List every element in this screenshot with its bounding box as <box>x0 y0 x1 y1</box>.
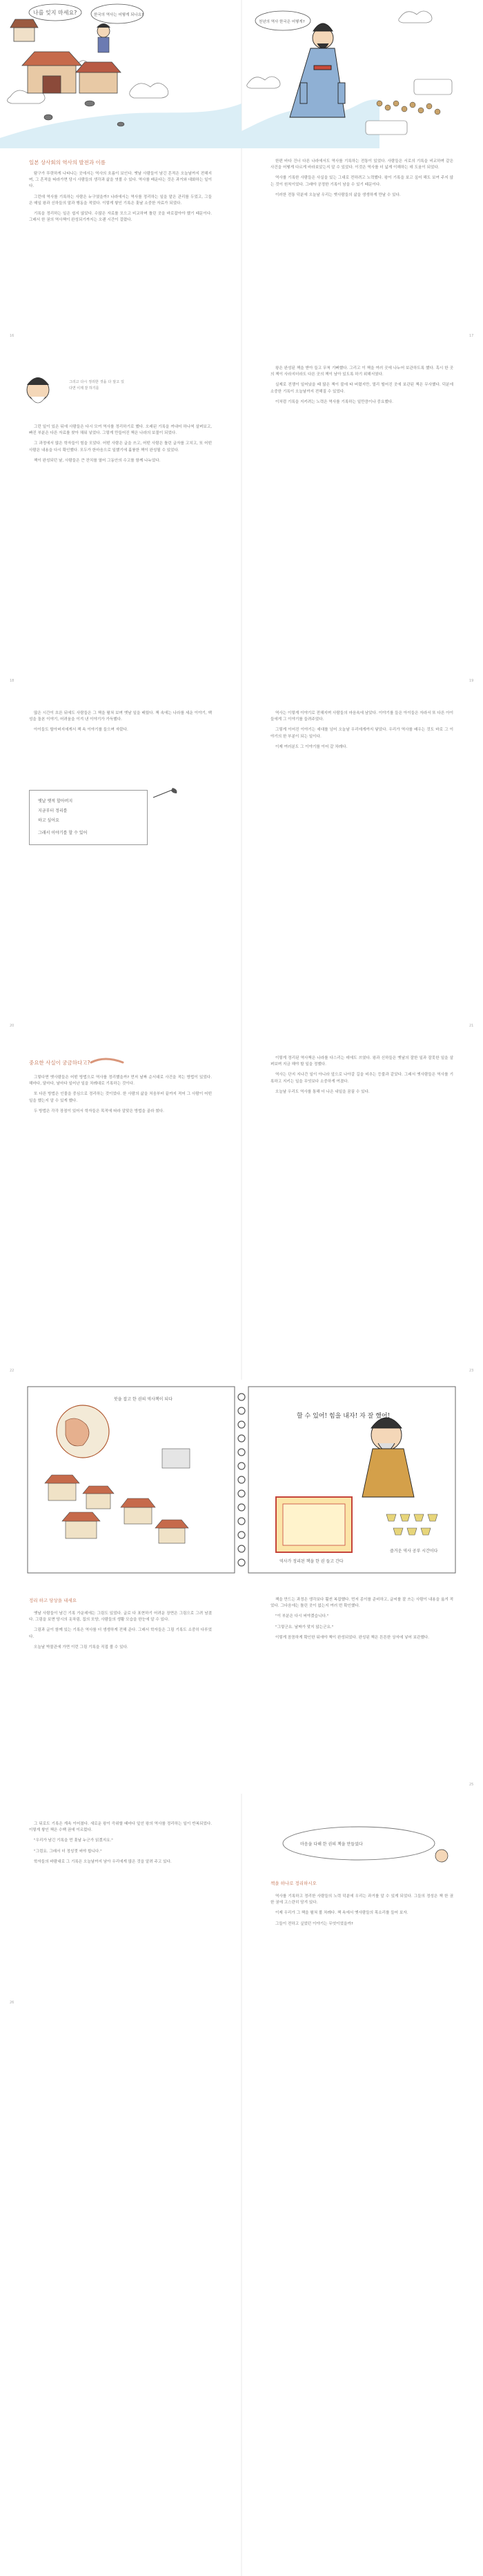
paragraph: 그 뒤로도 기록은 계속 이어졌다. 새로운 왕이 즉위할 때마다 앞선 왕의 역사를 정리하는 일이 반복되었다. 이렇게 쌓인 책은 수백 권에 이르렀다. <box>29 1822 212 1833</box>
paragraph: 역사를 기록한 사람들은 사실을 있는 그대로 전하려고 노력했다. 왕이 기록을 보고 싶어 해도 보여 주지 않는 것이 원칙이었다. 그래야 공정한 기록이 남을 수 있기 때문이다. <box>270 176 453 187</box>
gutter <box>241 1035 242 1380</box>
page-number: 17 <box>469 334 474 338</box>
memo-line: 그래서 이야기를 할 수 있어 <box>38 831 88 835</box>
paragraph: 그렇다면 옛사람들은 어떤 방법으로 역사를 정리했을까? 먼저 날짜 순서대로 사건을 적는 방법이 있었다. 해마다, 달마다, 날마다 일어난 일을 차례대로 기록하는 것이다. <box>29 1076 212 1087</box>
page-number: 22 <box>10 1369 14 1373</box>
spread-3 <box>0 690 483 1035</box>
section-heading-p12: 책을 하나로 정리하시오 <box>270 1881 317 1886</box>
notebook-title-left: 붓을 잡고 한 권의 역사책이 되다 <box>114 1397 172 1402</box>
paragraph: 책을 만드는 과정은 생각보다 훨씬 복잡했다. 먼저 종이를 준비하고, 글씨를 잘 쓰는 사람이 내용을 옮겨 적었다. 그다음에는 틀린 곳이 없는지 여러 번 확인했다. <box>270 1598 453 1609</box>
paragraph: 이렇게 꼼꼼하게 확인한 뒤에야 책이 완성되었다. 완성된 책은 튼튼한 상자에 넣어 보관했다. <box>275 1635 430 1640</box>
body-text-p10 <box>270 1597 453 1645</box>
paragraph: 그렇게 이어진 이야기는 세대를 넘어 오늘날 우리에게까지 닿았다. 우리가 역사를 배우는 것도 바로 그 이야기의 한 부분이 되는 일이다. <box>270 728 453 739</box>
general-illustration <box>241 0 483 148</box>
paragraph: 오늘날 우리도 역사를 통해 더 나은 내일을 꿈꿀 수 있다. <box>275 1089 370 1094</box>
paragraph: "그럼요. 그래서 더 정성껏 써야 합니다." <box>34 1849 102 1854</box>
paragraph: 많은 시간이 흐른 뒤에도 사람들은 그 책을 펼쳐 보며 옛날 일을 배웠다. 책 속에는 나라를 세운 이야기, 백성을 돌본 이야기, 어려움을 이겨 낸 이야기가 가득했다. <box>29 711 212 722</box>
page-number: 16 <box>10 334 14 338</box>
speech-top-left: 나를 잊지 마세요? <box>33 10 77 16</box>
paragraph: 그런 일이 있은 뒤에 사람들은 다시 모여 역사를 정리하기로 했다. 오래된 기록을 꺼내어 하나씩 살펴보고, 빠진 부분은 다른 자료를 찾아 채워 넣었다. 그렇게 만들어진 책은 나라의 보물이 되었다. <box>29 425 212 436</box>
page-number: 18 <box>10 679 14 683</box>
section-heading-p7: 중요한 사실이 궁금하다고? <box>29 1060 90 1066</box>
body-text-p11 <box>29 1821 212 1870</box>
body-text-p4 <box>270 366 453 410</box>
paragraph: "그렇군요. 날짜가 맞지 않는군요." <box>275 1625 334 1629</box>
notebook-caption: 즐거운 역사 공부 시간이다 <box>390 1549 438 1554</box>
spread-1 <box>0 0 483 345</box>
memo-note <box>29 790 148 845</box>
paragraph: 학자들의 바람대로 그 기록은 오늘날까지 남아 우리에게 많은 것을 알려 주고 있다. <box>34 1859 172 1864</box>
paragraph: 탐구가 뚜렷하게 나타나는 곳에서는 역사의 흐름이 보인다. 옛날 사람들이 남긴 흔적은 오늘날까지 전해지며, 그 흔적을 따라가면 당시 사람들의 생각과 삶을 엿볼 수 있다. 역사를 배운다는 것은 과거와 대화하는 일이다. <box>29 172 212 189</box>
brush-icon <box>152 786 179 800</box>
body-text-p5 <box>29 711 212 738</box>
body-text-p12 <box>270 1894 453 1932</box>
gutter <box>241 345 242 690</box>
page-number: 20 <box>10 1024 14 1028</box>
paragraph: 그 과정에서 많은 학자들이 힘을 모았다. 어떤 사람은 글을 쓰고, 어떤 사람은 틀린 글자를 고치고, 또 어떤 사람은 내용을 다시 확인했다. 모두가 한마음으로 일했기에 훌륭한 책이 완성될 수 있었다. <box>29 442 212 453</box>
body-text-p9 <box>29 1611 212 1655</box>
spread-5 <box>0 1380 483 1794</box>
body-text-p2 <box>270 159 453 203</box>
paragraph: 그들이 전하고 싶었던 이야기는 무엇이었을까? <box>275 1921 353 1926</box>
body-text-p3 <box>29 424 212 468</box>
paragraph: 실제로 전쟁이 일어났을 때 많은 책이 불에 타 버렸지만, 멀리 떨어진 곳에 보관된 책은 무사했다. 덕분에 소중한 기록이 오늘날까지 전해질 수 있었다. <box>270 383 453 394</box>
spread-6 <box>0 1794 483 2576</box>
paragraph: 아이들도 할아버지에게서 책 속 이야기를 들으며 자랐다. <box>34 728 128 733</box>
paragraph: 이렇게 정리된 역사책은 나라를 다스리는 데에도 쓰였다. 왕과 신하들은 옛날의 잘한 일과 잘못한 일을 살펴보며 지금 해야 할 일을 정했다. <box>270 1056 453 1067</box>
brush-stroke-decoration <box>90 1056 124 1067</box>
paragraph: 한편 바다 건너 다른 나라에서도 역사를 기록하는 전통이 있었다. 사람들은 서로의 기록을 비교하며 같은 사건을 어떻게 다르게 바라보았는지 알 수 있었다. 이것은 역사를 더 넓게 이해하는 데 도움이 되었다. <box>270 159 453 170</box>
page-number: 21 <box>469 1024 474 1028</box>
spread-4 <box>0 1035 483 1380</box>
notebook-box-caption: 역사가 정리된 책을 한 권 들고 간다 <box>279 1559 344 1564</box>
paragraph: 기록을 정리하는 일은 쉽지 않았다. 수많은 자료를 모으고 비교하며 틀린 곳을 바로잡아야 했기 때문이다. 그래서 한 권의 역사책이 완성되기까지는 오랜 시간이 걸렸다. <box>29 212 212 223</box>
thought-bubble-illustration <box>276 1821 462 1870</box>
memo-line: 옛날 옛적 할아버지 <box>38 799 73 804</box>
page-number: 23 <box>469 1369 474 1373</box>
paragraph: 두 방법은 각각 장점이 있어서 학자들은 목적에 따라 알맞은 방법을 골라 썼다. <box>34 1109 164 1113</box>
paragraph: 이제 우리가 그 책을 펼쳐 볼 차례다. 책 속에서 옛사람들의 목소리를 들어 보자. <box>275 1911 408 1916</box>
paragraph: 오늘날 박물관에 가면 이런 그림 기록을 직접 볼 수 있다. <box>34 1645 128 1649</box>
paragraph: 왕은 완성된 책을 받아 들고 무척 기뻐했다. 그리고 이 책을 여러 곳에 나누어 보관하도록 했다. 혹시 한 곳의 책이 사라지더라도 다른 곳의 책이 남아 있도록 하기 위해서였다. <box>270 366 453 377</box>
paragraph: 이러한 전통 덕분에 오늘날 우리는 옛사람들의 삶을 생생하게 만날 수 있다. <box>275 192 401 197</box>
page-number: 19 <box>469 679 474 683</box>
spread-2 <box>0 345 483 690</box>
paragraph: 이처럼 기록을 지키려는 노력은 역사를 기록하는 일만큼이나 중요했다. <box>275 399 393 404</box>
section-heading-p9: 정리 하고 당상을 내세요 <box>29 1598 77 1603</box>
paragraph: 역사는 이렇게 이야기로 전해지며 사람들의 마음속에 남았다. 이야기를 들은 아이들은 자라서 또 다른 아이들에게 그 이야기를 들려주었다. <box>270 711 453 722</box>
scholar-quote: 그리고 다시 정리한 것을 다 알고 있다면 이제 잘 하기를 <box>69 380 124 391</box>
body-text-p8 <box>270 1056 453 1100</box>
scholar-portrait-illustration <box>21 373 69 414</box>
paragraph: 옛날 사람들이 남긴 기록 가운데에는 그림도 있었다. 글로 다 표현하기 어려운 장면은 그림으로 그려 남겼다. 그림을 보면 당시의 옷차림, 집의 모양, 사람들의 생활 모습을 한눈에 알 수 있다. <box>29 1612 212 1623</box>
speech-mid-left: 한국의 역사는 어떻게 되나요? <box>94 13 144 17</box>
paragraph: 이제 여러분도 그 이야기를 이어 갈 차례다. <box>275 744 348 749</box>
body-text-p7 <box>29 1075 212 1119</box>
section-heading-p1: 일본 상사회의 역사의 발전과 이름 <box>29 159 106 166</box>
body-text-p1 <box>29 171 212 228</box>
paragraph: 그림과 글이 함께 있는 기록은 역사를 더 생생하게 전해 준다. 그래서 학자들은 그림 기록도 소중히 다루었다. <box>29 1628 212 1639</box>
body-text-p6 <box>270 711 453 755</box>
paragraph: 역사는 단지 지나간 일이 아니라 앞으로 나아갈 길을 비추는 등불과 같았다. 그래서 옛사람들은 역사를 기록하고 지키는 일을 무엇보다 소중하게 여겼다. <box>270 1073 453 1084</box>
memo-line: 하고 싶어요 <box>38 818 59 823</box>
notebook-shout: 할 수 있어! 힘을 내자! 자 잘 했어! <box>297 1413 391 1420</box>
gutter <box>241 1794 242 2576</box>
paragraph: 그런데 역사를 기록하는 사람은 누구였을까? 나라에서는 역사를 정리하는 일을 맡은 관리를 두었고, 그들은 매일 왕과 신하들의 말과 행동을 적었다. 이렇게 쌓인 기록은 훗날 소중한 자료가 되었다. <box>29 195 212 206</box>
paragraph: "이 부분은 다시 써야겠습니다." <box>275 1614 329 1619</box>
palace-illustration <box>0 0 241 148</box>
memo-line: 지금부터 정리를 <box>38 809 68 813</box>
gutter <box>241 690 242 1035</box>
paragraph: 책이 완성되던 날, 사람들은 큰 잔치를 열어 그동안의 수고를 함께 나누었다. <box>34 458 161 463</box>
paragraph: 역사를 기록하고 정리한 사람들의 노력 덕분에 우리는 과거를 알 수 있게 되었다. 그들의 정성은 책 한 권 한 권에 고스란히 담겨 있다. <box>270 1894 453 1905</box>
notebook-illustration <box>0 1380 483 1580</box>
paragraph: 또 다른 방법은 인물을 중심으로 정리하는 것이었다. 한 사람의 삶을 처음부터 끝까지 적어 그 사람이 어떤 일을 했는지 알 수 있게 했다. <box>29 1092 212 1103</box>
page-number: 26 <box>10 2001 14 2005</box>
bottom-bubble-text: 마음을 다해 한 권의 책을 만들었다 <box>300 1842 363 1847</box>
page-number: 25 <box>469 1783 474 1787</box>
speech-top-right: 천년의 역사 한국은 어떻게? <box>259 20 305 24</box>
paragraph: "우리가 남긴 기록을 먼 훗날 누군가 읽겠지요." <box>34 1839 113 1843</box>
